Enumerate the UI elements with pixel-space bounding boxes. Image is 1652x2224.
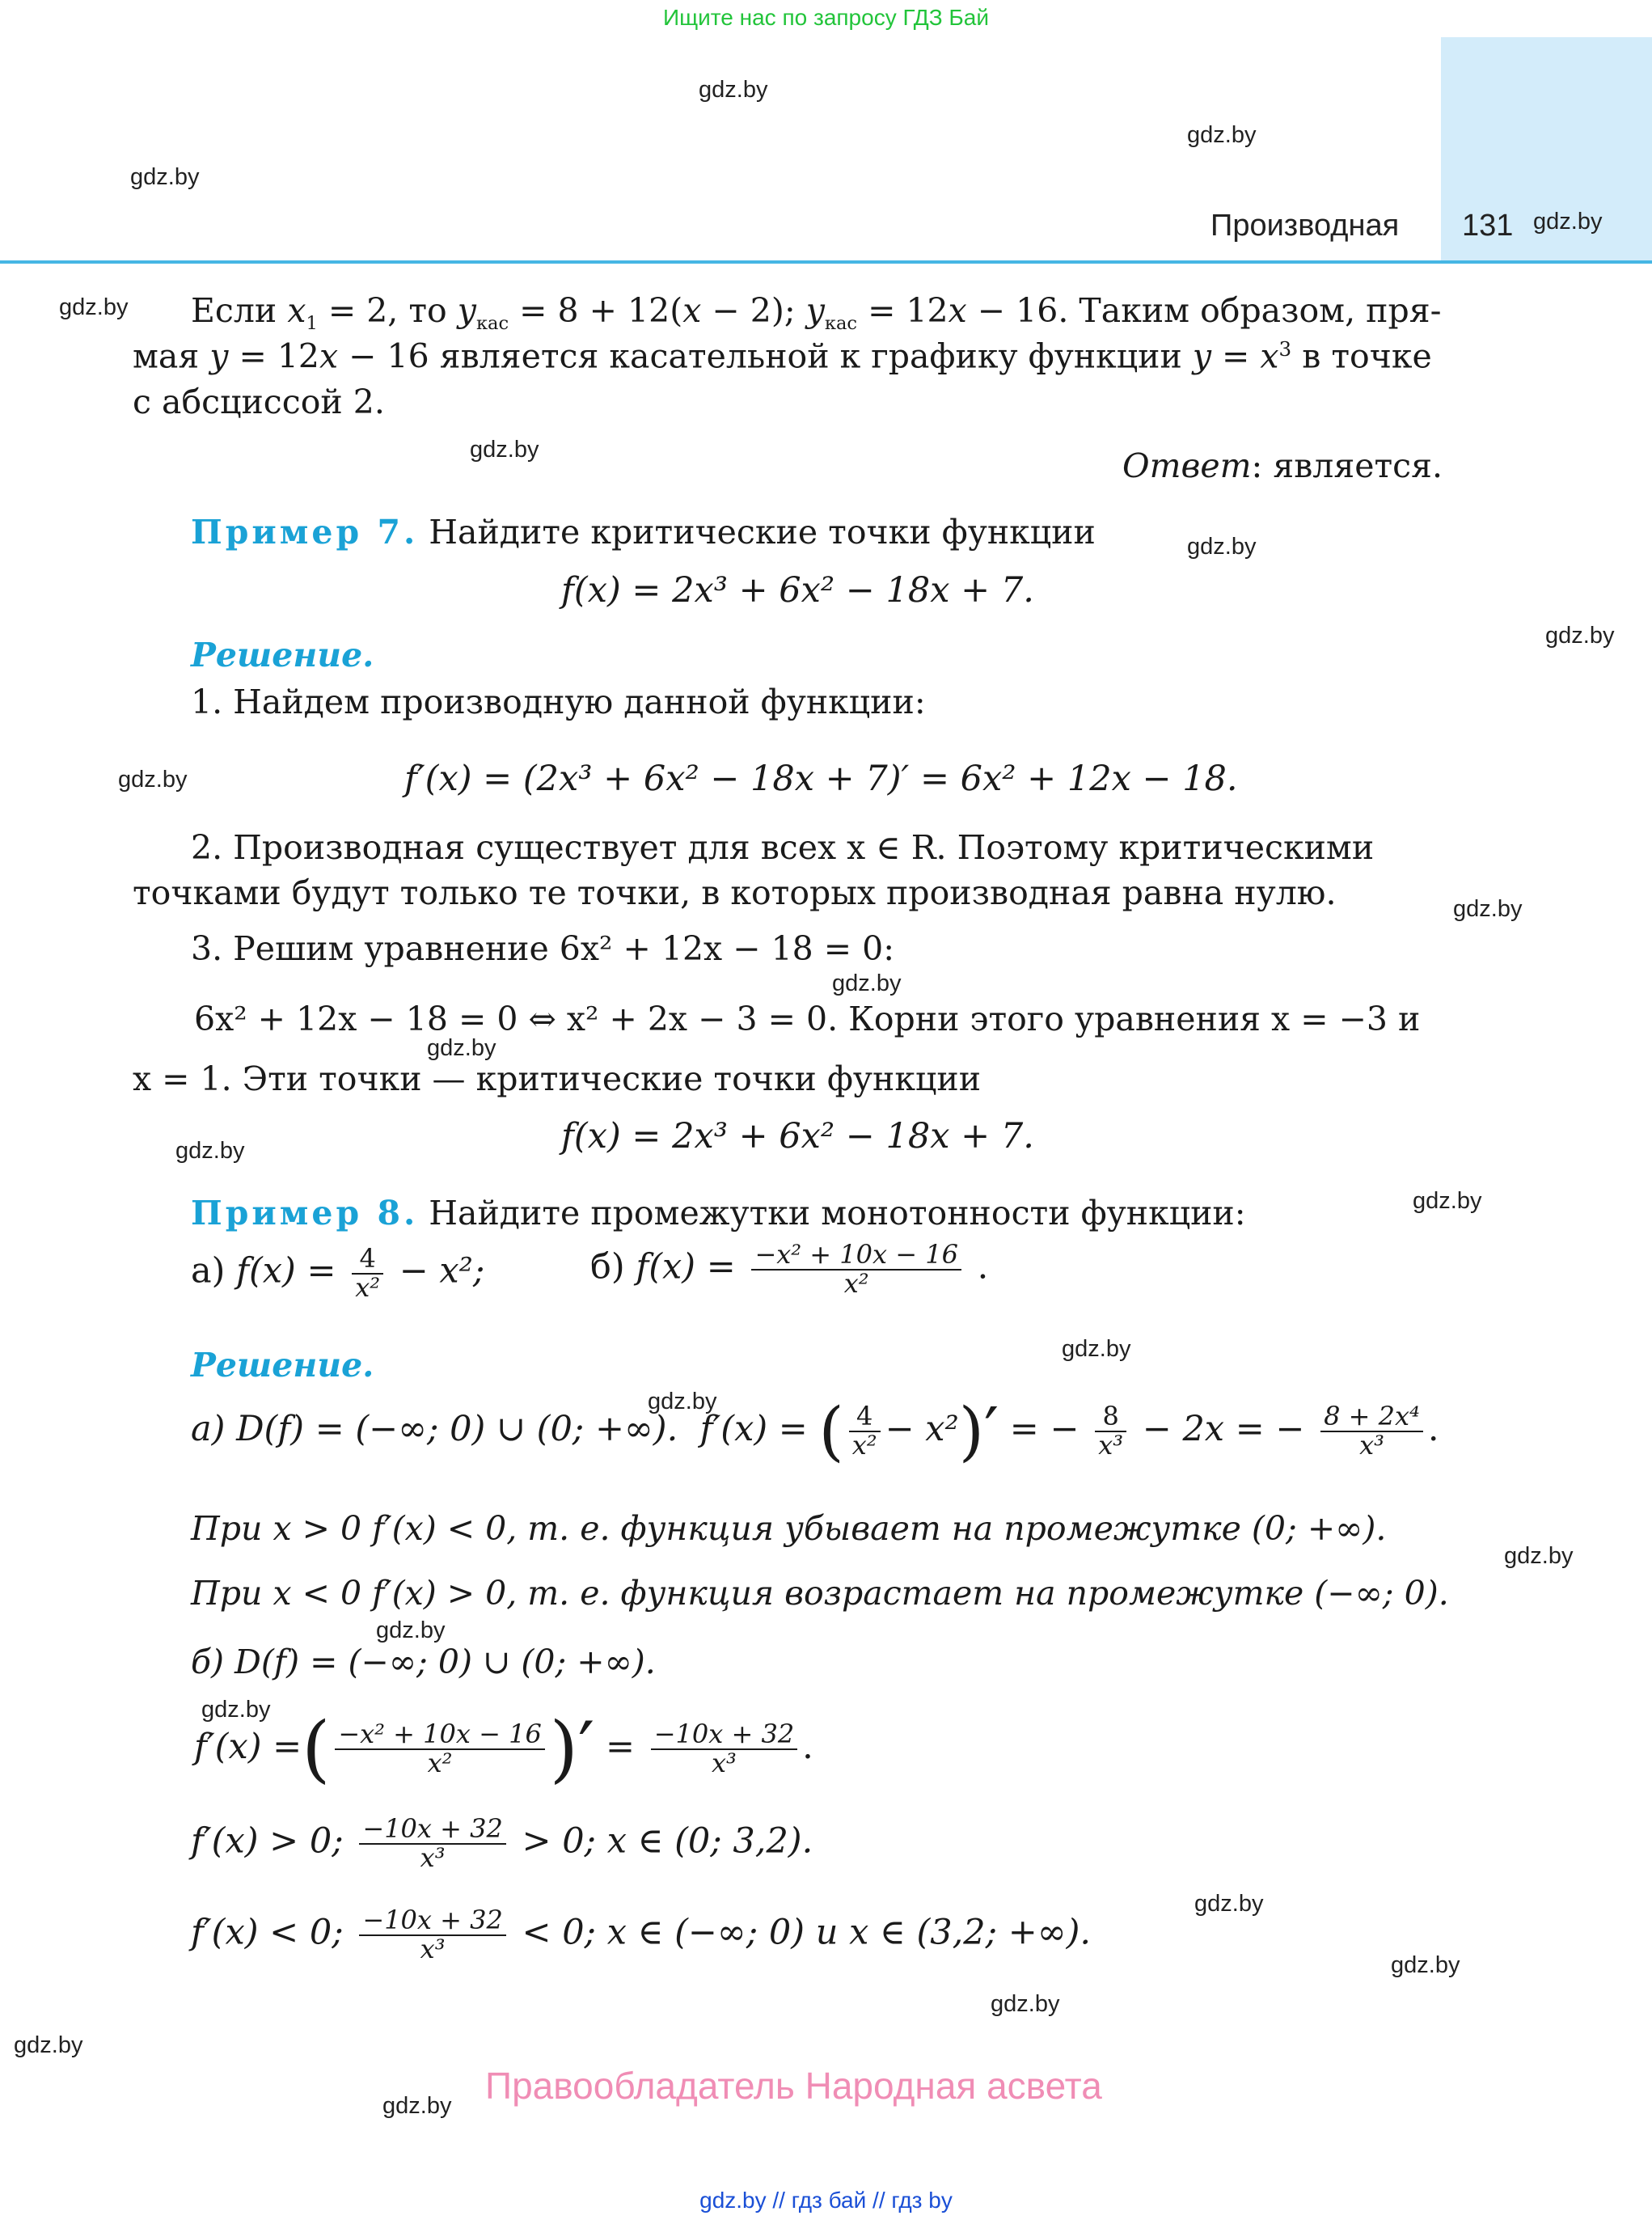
watermark: gdz.by [1413,1188,1482,1214]
example7-solution-label: Решение. [191,636,374,674]
footer-links[interactable]: gdz.by // гдз бай // гдз by [699,2188,953,2213]
example7-step2-line2: точками будут только те точки, в которых производная равна нулю. [133,873,1337,912]
example8-solution-a-line2: При x > 0 f′(x) < 0, т. е. функция убывает на промежутке (0; +∞). [191,1509,1387,1548]
watermark: gdz.by [1545,623,1615,649]
watermark: gdz.by [175,1138,245,1164]
watermark: gdz.by [1391,1952,1460,1978]
example8-func-a: а) f(x) = $\frac{4}{\text{x²}}$ − x²; [191,1243,485,1303]
watermark: gdz.by [382,2093,452,2119]
example7-step3-line2: 6x² + 12x − 18 = 0 ⇔ x² + 2x − 3 = 0. Корни этого уравнения x = −3 и [194,1000,1421,1038]
watermark: gdz.by [376,1617,446,1643]
para1-line3: с абсциссой 2. [133,383,385,421]
answer: Ответ: является. [1122,446,1443,485]
para1-line2: мая y = 12x − 16 является касательной к графику функции $y = x^3$ в точке [133,336,1432,376]
example8-solution-b-derivative: f′(x) =( $\frac{\text{−x² + 10x − 16}}{\text{x²}}$ )′ = $\frac{-10x + 32}{\text{x³}}$ . [194,1706,813,1791]
example8-solution-a-line3: При x < 0 f′(x) > 0, т. е. функция возрастает на промежутке (−∞; 0). [191,1574,1449,1613]
example7-formula2: f(x) = 2x³ + 6x² − 18x + 7. [561,1116,1034,1156]
example7-step3-line3: x = 1. Эти точки — критические точки функции [133,1059,982,1098]
watermark: gdz.by [648,1389,717,1414]
example8-solution-b-domain: б) D(f) = (−∞; 0) ∪ (0; +∞). [191,1643,656,1681]
example7-heading: Пример 7. Найдите критические точки функции [191,513,1096,552]
example7-derivative: f′(x) = (2x³ + 6x² − 18x + 7)′ = 6x² + 12x − 18. [404,759,1238,799]
watermark: gdz.by [470,437,539,463]
example7-step2-line1: 2. Производная существует для всех x ∈ R. Поэтому критическими [191,828,1375,867]
example8-solution-b-negative: f′(x) < 0; $\frac{-10x + 32}{\text{x³}}$ < 0; x ∈ (−∞; 0) и x ∈ (3,2; +∞). [191,1905,1092,1964]
example8-func-b: б) f(x) = $\frac{\text{−x² + 10x − 16}}{\text{x²}}$ . [590,1239,989,1299]
page-number: 131 [1462,209,1514,243]
header-rule [0,260,1652,264]
example7-step1: 1. Найдем производную данной функции: [191,683,926,721]
watermark: gdz.by [1062,1336,1131,1362]
watermark: gdz.by [1533,209,1603,235]
watermark: gdz.by [59,294,129,320]
watermark: gdz.by [1187,122,1257,148]
watermark: gdz.by [991,1991,1060,2017]
watermark: gdz.by [118,767,188,793]
watermark: gdz.by [201,1697,271,1723]
watermark: gdz.by [130,164,200,190]
watermark: gdz.by [1504,1543,1574,1569]
watermark: gdz.by [14,2032,83,2058]
example8-heading: Пример 8. Найдите промежутки монотонности функции: [191,1194,1246,1233]
watermark: gdz.by [427,1035,496,1061]
example7-formula: f(x) = 2x³ + 6x² − 18x + 7. [561,570,1034,611]
watermark: gdz.by [1453,896,1523,922]
para1-line1: Если $x_1 = 2$, то $y_{кас} = 8 + 12(x - 2)$; $y_{кас} = 12x - 16$. Таким образом, пря- [191,291,1442,335]
example8-solution-a-derivative: а) D(f) = (−∞; 0) ∪ (0; +∞). f′(x) = ( $\frac{4}{\text{x²}}$ − x²)′ = − $\frac{8}{\text{x³}}$ − 2x = − $\frac{\text{8 + 2x⁴}}{\text{x³}}$ . [191,1393,1439,1469]
watermark: gdz.by [1194,1891,1264,1917]
top-banner[interactable]: Ищите нас по запросу ГДЗ Бай [662,5,990,30]
watermark: gdz.by [699,77,768,103]
example8-solution-b-positive: f′(x) > 0; $\frac{-10x + 32}{\text{x³}}$ > 0; x ∈ (0; 3,2). [191,1813,813,1873]
header-section-title: Производная [1210,209,1400,243]
watermark: gdz.by [832,970,902,996]
example8-solution-label: Решение. [191,1346,374,1385]
example7-step3: 3. Решим уравнение 6x² + 12x − 18 = 0: [191,929,895,968]
watermark: gdz.by [1187,534,1257,560]
copyright-notice: Правообладатель Народная асвета [485,2065,1102,2107]
